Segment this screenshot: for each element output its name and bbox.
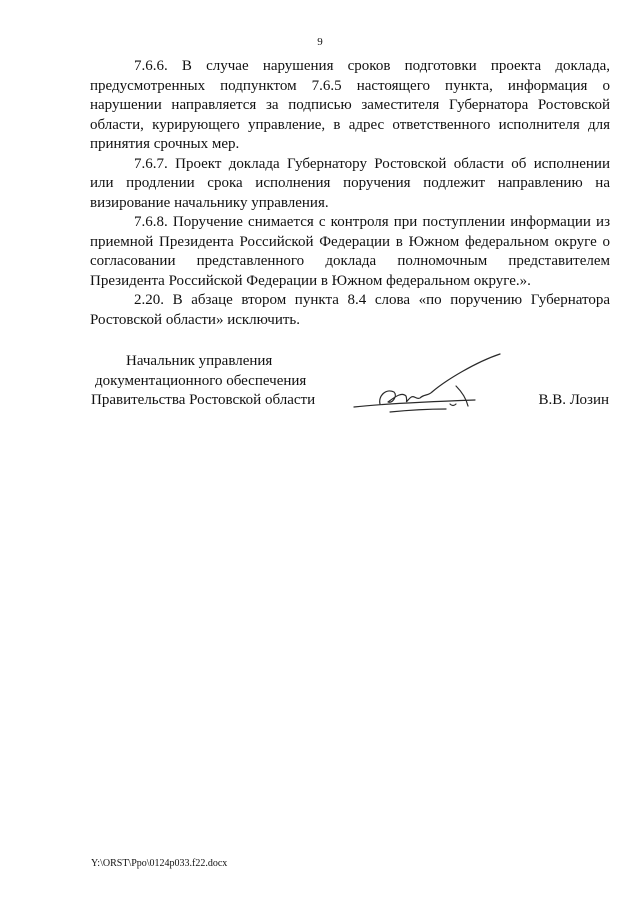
position-line-3: Правительства Ростовской области	[91, 392, 316, 408]
paragraph-7-6-8: 7.6.8. Поручение снимается с контроля при поступлении информации из приемной Президента Российской Федерации в Южном федеральном округе о согласовании представленного доклада полномочным представителем Президента Российской Федерации в Южном федеральном округе.».	[90, 214, 610, 289]
handwritten-signature	[350, 352, 510, 424]
paragraph-7-6-6: 7.6.6. В случае нарушения сроков подготовки проекта доклада, предусмотренных подпунктом 7.6.5 настоящего пункта, информация о нарушении направляется за подписью заместителя Губернатора Ростовской области, курирующего управление, в адрес ответственного исполнителя для принятия срочных мер.	[90, 58, 610, 152]
paragraph-2-20: 2.20. В абзаце втором пункта 8.4 слова «по поручению Губернатора Ростовской области» исключить.	[90, 292, 610, 328]
signature-block	[0, 352, 640, 432]
position-line-1: Начальник управления	[126, 353, 273, 369]
page-number: 9	[317, 36, 323, 48]
file-path-footer: Y:\ORST\Ppo\0124p033.f22.docx	[91, 858, 228, 869]
signer-name: В.В. Лозин	[538, 392, 609, 408]
paragraph-7-6-7: 7.6.7. Проект доклада Губернатору Ростовской области об исполнении или продлении срока исполнения поручения подлежит направлению на визирование начальнику управления.	[90, 155, 610, 211]
document-body	[90, 57, 610, 330]
position-line-2: документационного обеспечения	[95, 372, 307, 389]
